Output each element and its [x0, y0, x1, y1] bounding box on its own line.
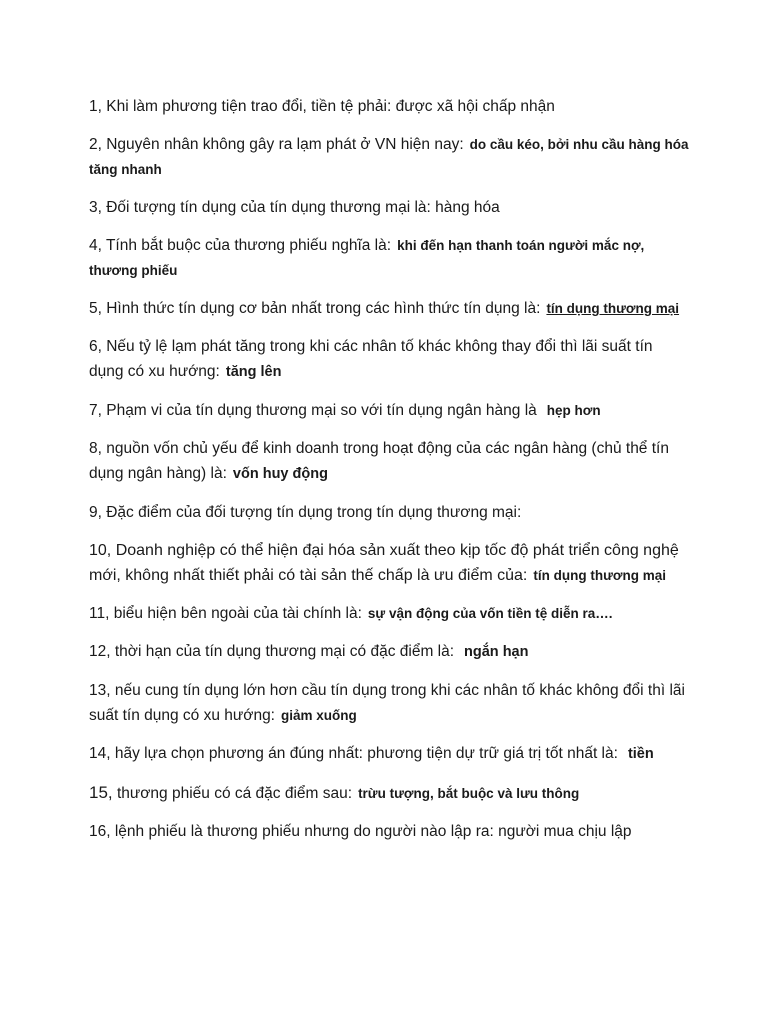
question-6	[89, 334, 689, 385]
question-text: 8, nguồn vốn chủ yếu để kinh doanh trong hoạt động của các ngân hàng (chủ thể tín dụng ngân hàng) là:	[89, 440, 669, 482]
question-text: 5, Hình thức tín dụng cơ bản nhất trong các hình thức tín dụng là:	[89, 300, 541, 317]
answer-text: khi đến hạn thanh toán người mắc nợ, thương phiếu	[89, 238, 645, 278]
question-text: 7, Phạm vi của tín dụng thương mại so với tín dụng ngân hàng là	[89, 402, 537, 419]
question-text: 10, Doanh nghiệp có thể hiện đại hóa sản xuất theo kịp tốc độ phát triển công nghệ mới, không nhất thiết phải có tài sản thế chấp là ưu điểm của:	[89, 542, 679, 584]
question-13	[89, 678, 689, 728]
question-12	[89, 639, 689, 665]
question-1	[89, 94, 689, 119]
answer-text: tín dụng thương mại	[533, 568, 666, 583]
answer-text: tín dụng thương mại	[546, 301, 680, 316]
answer-text: hẹp hơn	[546, 403, 601, 418]
question-4	[89, 233, 689, 283]
document-body	[89, 94, 689, 857]
answer-text: tiền	[627, 746, 654, 762]
answer-text: do cầu kéo, bởi nhu cầu hàng hóa tăng nhanh	[89, 137, 689, 177]
answer-text: trừu tượng, bắt buộc và lưu thông	[358, 786, 580, 801]
question-text: thương phiếu có cá đặc điểm sau:	[116, 785, 353, 802]
question-text: 2, Nguyên nhân không gây ra lạm phát ở VN hiện nay:	[89, 136, 464, 153]
question-14	[89, 741, 689, 767]
question-5	[89, 296, 689, 321]
question-8	[89, 436, 689, 487]
question-3	[89, 195, 689, 220]
question-text: 13, nếu cung tín dụng lớn hơn cầu tín dụng trong khi các nhân tố khác không đổi thì lãi suất tín dụng có xu hướng:	[89, 682, 685, 724]
question-10	[89, 538, 689, 588]
question-text: 1, Khi làm phương tiện trao đổi, tiền tệ phải: được xã hội chấp nhận	[89, 98, 555, 115]
question-15	[89, 780, 689, 806]
answer-text: ngắn hạn	[464, 644, 529, 660]
question-text: 4, Tính bắt buộc của thương phiếu nghĩa là:	[89, 237, 392, 254]
question-text: 14, hãy lựa chọn phương án đúng nhất: phương tiện dự trữ giá trị tốt nhất là:	[89, 745, 618, 762]
question-text: 6, Nếu tỷ lệ lạm phát tăng trong khi các nhân tố khác không thay đổi thì lãi suất tín dụng có xu hướng:	[89, 338, 653, 380]
question-2	[89, 132, 689, 182]
question-text: 12, thời hạn của tín dụng thương mại có đặc điểm là:	[89, 643, 455, 660]
answer-text: tăng lên	[225, 364, 282, 380]
question-text: 3, Đối tượng tín dụng của tín dụng thương mại là: hàng hóa	[89, 199, 500, 216]
question-7	[89, 398, 689, 423]
question-text: 9, Đặc điểm của đối tượng tín dụng trong tín dụng thương mại:	[89, 504, 522, 521]
question-text: 16, lệnh phiếu là thương phiếu nhưng do người nào lập ra: người mua chịu lập	[89, 823, 632, 840]
answer-text: giảm xuống	[281, 708, 357, 723]
answer-text: vốn huy động	[232, 466, 328, 482]
question-number: 15,	[89, 783, 113, 802]
question-text: 11, biểu hiện bên ngoài của tài chính là:	[89, 605, 362, 622]
answer-text: sự vận động của vốn tiền tệ diễn ra….	[367, 606, 613, 621]
question-16	[89, 819, 689, 844]
question-11	[89, 601, 689, 626]
question-9	[89, 500, 689, 525]
